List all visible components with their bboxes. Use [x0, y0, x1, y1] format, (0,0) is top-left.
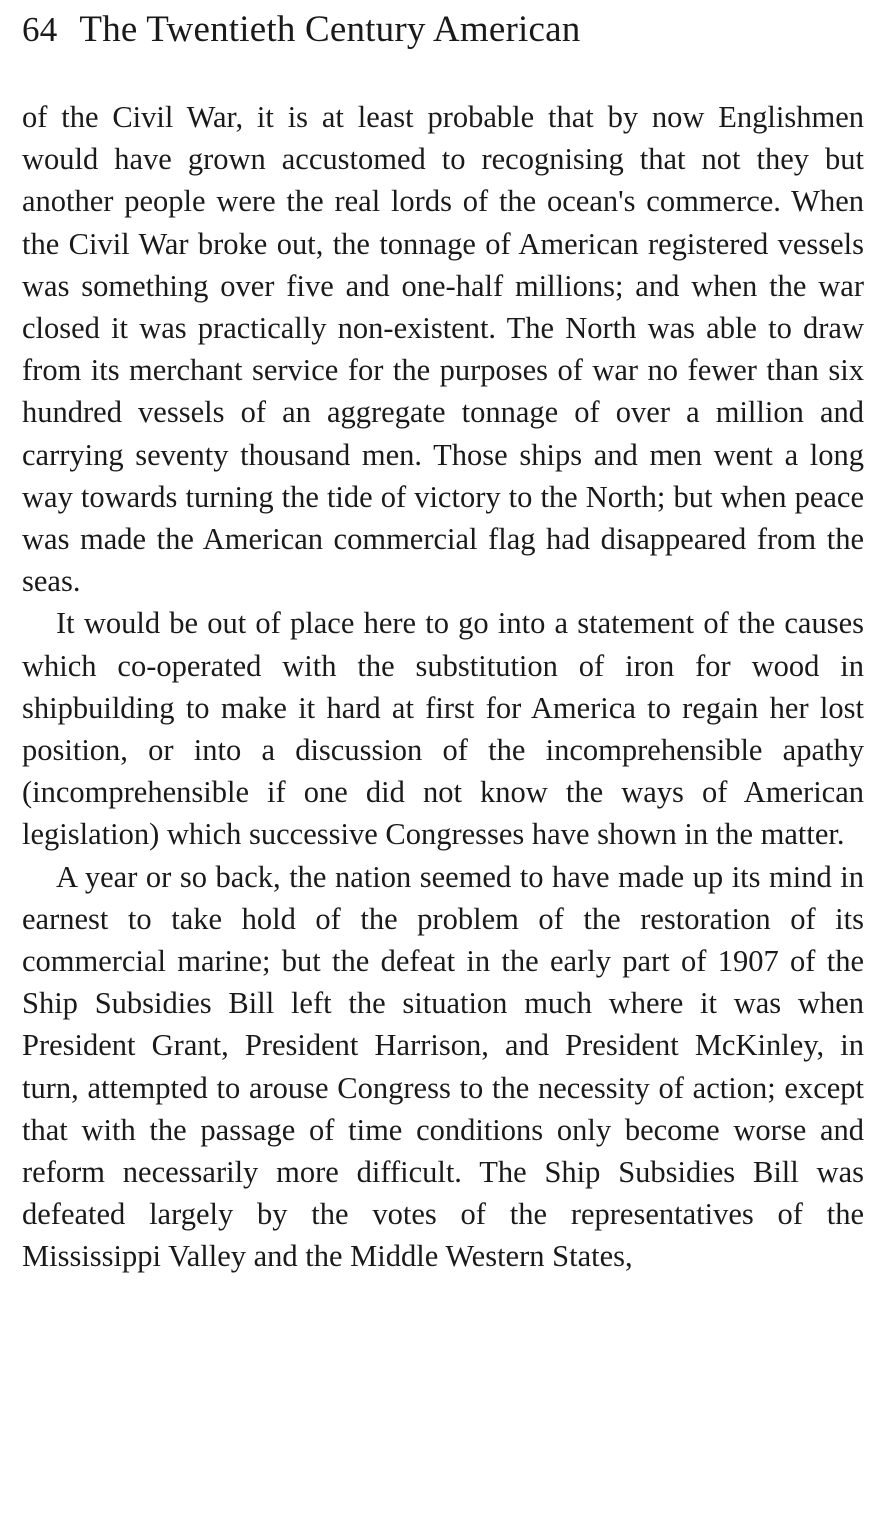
running-head	[22, 8, 864, 51]
running-title: The Twentieth Century American	[79, 9, 581, 50]
body-text	[22, 96, 864, 1278]
page-number: 64	[22, 10, 58, 49]
paragraph: It would be out of place here to go into a statement of the causes which co-operated with the substitution of iron for wood in shipbuilding to make it hard at first for America to regain her lost position, or into a discussion of the incomprehensible apathy (incomprehensible if one did not know the ways of American legislation) which successive Congresses have shown in the matter.	[22, 606, 864, 852]
paragraph: of the Civil War, it is at least probable that by now Englishmen would have grown accustomed to recognising that not they but another people were the real lords of the ocean's commerce. When the Civil War broke out, the tonnage of American registered vessels was something over five and one-half millions; and when the war closed it was practically non-existent. The North was able to draw from its merchant service for the purposes of war no fewer than six hundred vessels of an aggregate tonnage of over a million and carrying seventy thousand men. Those ships and men went a long way towards turning the tide of victory to the North; but when peace was made the American commercial flag had disappeared from the seas.	[22, 100, 864, 599]
paragraph: A year or so back, the nation seemed to have made up its mind in earnest to take hold of the problem of the restoration of its commercial marine; but the defeat in the early part of 1907 of the Ship Subsidies Bill left the situation much where it was when President Grant, President Harrison, and President McKinley, in turn, attempted to arouse Congress to the necessity of action; except that with the passage of time conditions only become worse and reform necessarily more difficult. The Ship Subsidies Bill was defeated largely by the votes of the representatives of the Mississippi Valley and the Middle Western States,	[22, 859, 864, 1274]
